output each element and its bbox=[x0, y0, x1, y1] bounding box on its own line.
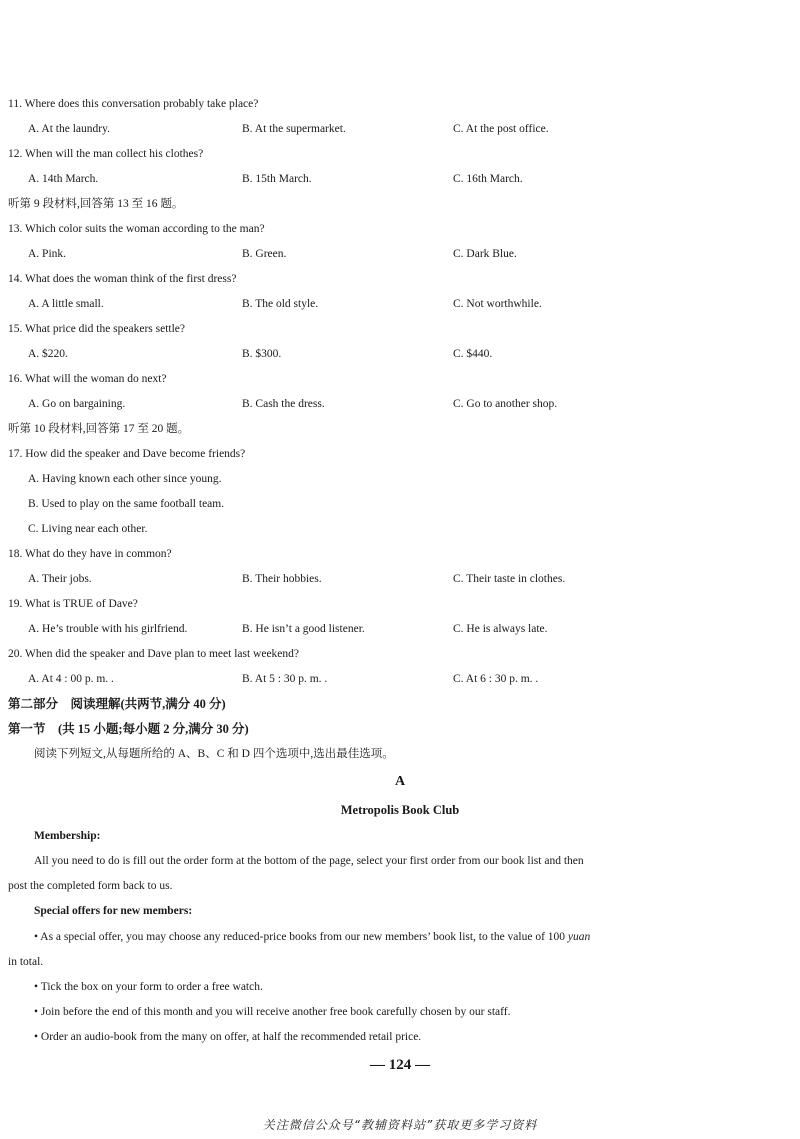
question-19-option-a: A. He’s trouble with his girlfriend. bbox=[28, 623, 188, 635]
question-15-option-a: A. $220. bbox=[28, 348, 68, 360]
question-16: 16. What will the woman do next? bbox=[8, 373, 167, 385]
question-12: 12. When will the man collect his clothes? bbox=[8, 148, 204, 160]
question-20: 20. When did the speaker and Dave plan to meet last weekend? bbox=[8, 648, 300, 660]
footer-promo: 关注微信公众号“教辅资料站”获取更多学习资料 bbox=[262, 1118, 538, 1132]
question-16-option-b: B. Cash the dress. bbox=[242, 398, 325, 410]
membership-text-line-2: post the completed form back to us. bbox=[8, 880, 173, 892]
question-15-option-b: B. $300. bbox=[242, 348, 282, 360]
offer-1-currency: yuan bbox=[567, 931, 591, 943]
question-19-option-c: C. He is always late. bbox=[453, 623, 548, 635]
question-18: 18. What do they have in common? bbox=[8, 548, 172, 560]
question-11: 11. Where does this conversation probably take place? bbox=[8, 98, 259, 110]
question-14: 14. What does the woman think of the first dress? bbox=[8, 273, 237, 285]
passage-9-instruction: 听第 9 段材料,回答第 13 至 16 题。 bbox=[8, 198, 184, 210]
question-16-option-c: C. Go to another shop. bbox=[453, 398, 558, 410]
offer-1-line-1 bbox=[34, 930, 590, 944]
question-17-option-c: C. Living near each other. bbox=[28, 523, 148, 535]
question-19-option-b: B. He isn’t a good listener. bbox=[242, 623, 365, 635]
offer-1-text: • As a special offer, you may choose any reduced-price books from our new members’ book list, to the value of 100 bbox=[34, 931, 568, 943]
question-14-option-b: B. The old style. bbox=[242, 298, 319, 310]
section-1-title: 第一节 (共 15 小题;每小题 2 分,满分 30 分) bbox=[8, 722, 249, 736]
passage-letter: A bbox=[394, 774, 406, 789]
question-11-option-a: A. At the laundry. bbox=[28, 123, 110, 135]
offer-1-line-2: in total. bbox=[8, 956, 44, 968]
question-13-option-a: A. Pink. bbox=[28, 248, 67, 260]
question-20-option-a: A. At 4 : 00 p. m. . bbox=[28, 673, 114, 685]
reading-directions: 阅读下列短文,从每题所给的 A、B、C 和 D 四个选项中,选出最佳选项。 bbox=[34, 748, 394, 760]
special-offers-heading: Special offers for new members: bbox=[34, 905, 193, 917]
question-11-option-c: C. At the post office. bbox=[453, 123, 549, 135]
question-20-option-b: B. At 5 : 30 p. m. . bbox=[242, 673, 328, 685]
question-13-option-b: B. Green. bbox=[242, 248, 287, 260]
question-18-option-c: C. Their taste in clothes. bbox=[453, 573, 566, 585]
question-15: 15. What price did the speakers settle? bbox=[8, 323, 186, 335]
question-19: 19. What is TRUE of Dave? bbox=[8, 598, 138, 610]
question-20-option-c: C. At 6 : 30 p. m. . bbox=[453, 673, 539, 685]
question-12-option-c: C. 16th March. bbox=[453, 173, 523, 185]
offer-3: • Join before the end of this month and you will receive another free book carefully chosen by our staff. bbox=[34, 1006, 511, 1018]
membership-text-line-1: All you need to do is fill out the order form at the bottom of the page, select your first order from our book list and then bbox=[34, 855, 584, 867]
question-17-option-b: B. Used to play on the same football team. bbox=[28, 498, 225, 510]
question-16-option-a: A. Go on bargaining. bbox=[28, 398, 126, 410]
question-12-option-b: B. 15th March. bbox=[242, 173, 312, 185]
question-18-option-b: B. Their hobbies. bbox=[242, 573, 322, 585]
question-17-option-a: A. Having known each other since young. bbox=[28, 473, 222, 485]
question-18-option-a: A. Their jobs. bbox=[28, 573, 92, 585]
question-13-option-c: C. Dark Blue. bbox=[453, 248, 517, 260]
offer-2: • Tick the box on your form to order a free watch. bbox=[34, 981, 263, 993]
question-15-option-c: C. $440. bbox=[453, 348, 493, 360]
part-2-title: 第二部分 阅读理解(共两节,满分 40 分) bbox=[8, 697, 226, 711]
question-13: 13. Which color suits the woman according to the man? bbox=[8, 223, 265, 235]
page-number: — 124 — bbox=[370, 1057, 430, 1073]
passage-10-instruction: 听第 10 段材料,回答第 17 至 20 题。 bbox=[8, 423, 190, 435]
question-14-option-a: A. A little small. bbox=[28, 298, 104, 310]
question-12-option-a: A. 14th March. bbox=[28, 173, 99, 185]
passage-title: Metropolis Book Club bbox=[340, 803, 460, 817]
question-17: 17. How did the speaker and Dave become friends? bbox=[8, 448, 246, 460]
question-11-option-b: B. At the supermarket. bbox=[242, 123, 346, 135]
offer-4: • Order an audio-book from the many on offer, at half the recommended retail price. bbox=[34, 1031, 422, 1043]
membership-heading: Membership: bbox=[34, 830, 101, 842]
question-14-option-c: C. Not worthwhile. bbox=[453, 298, 542, 310]
